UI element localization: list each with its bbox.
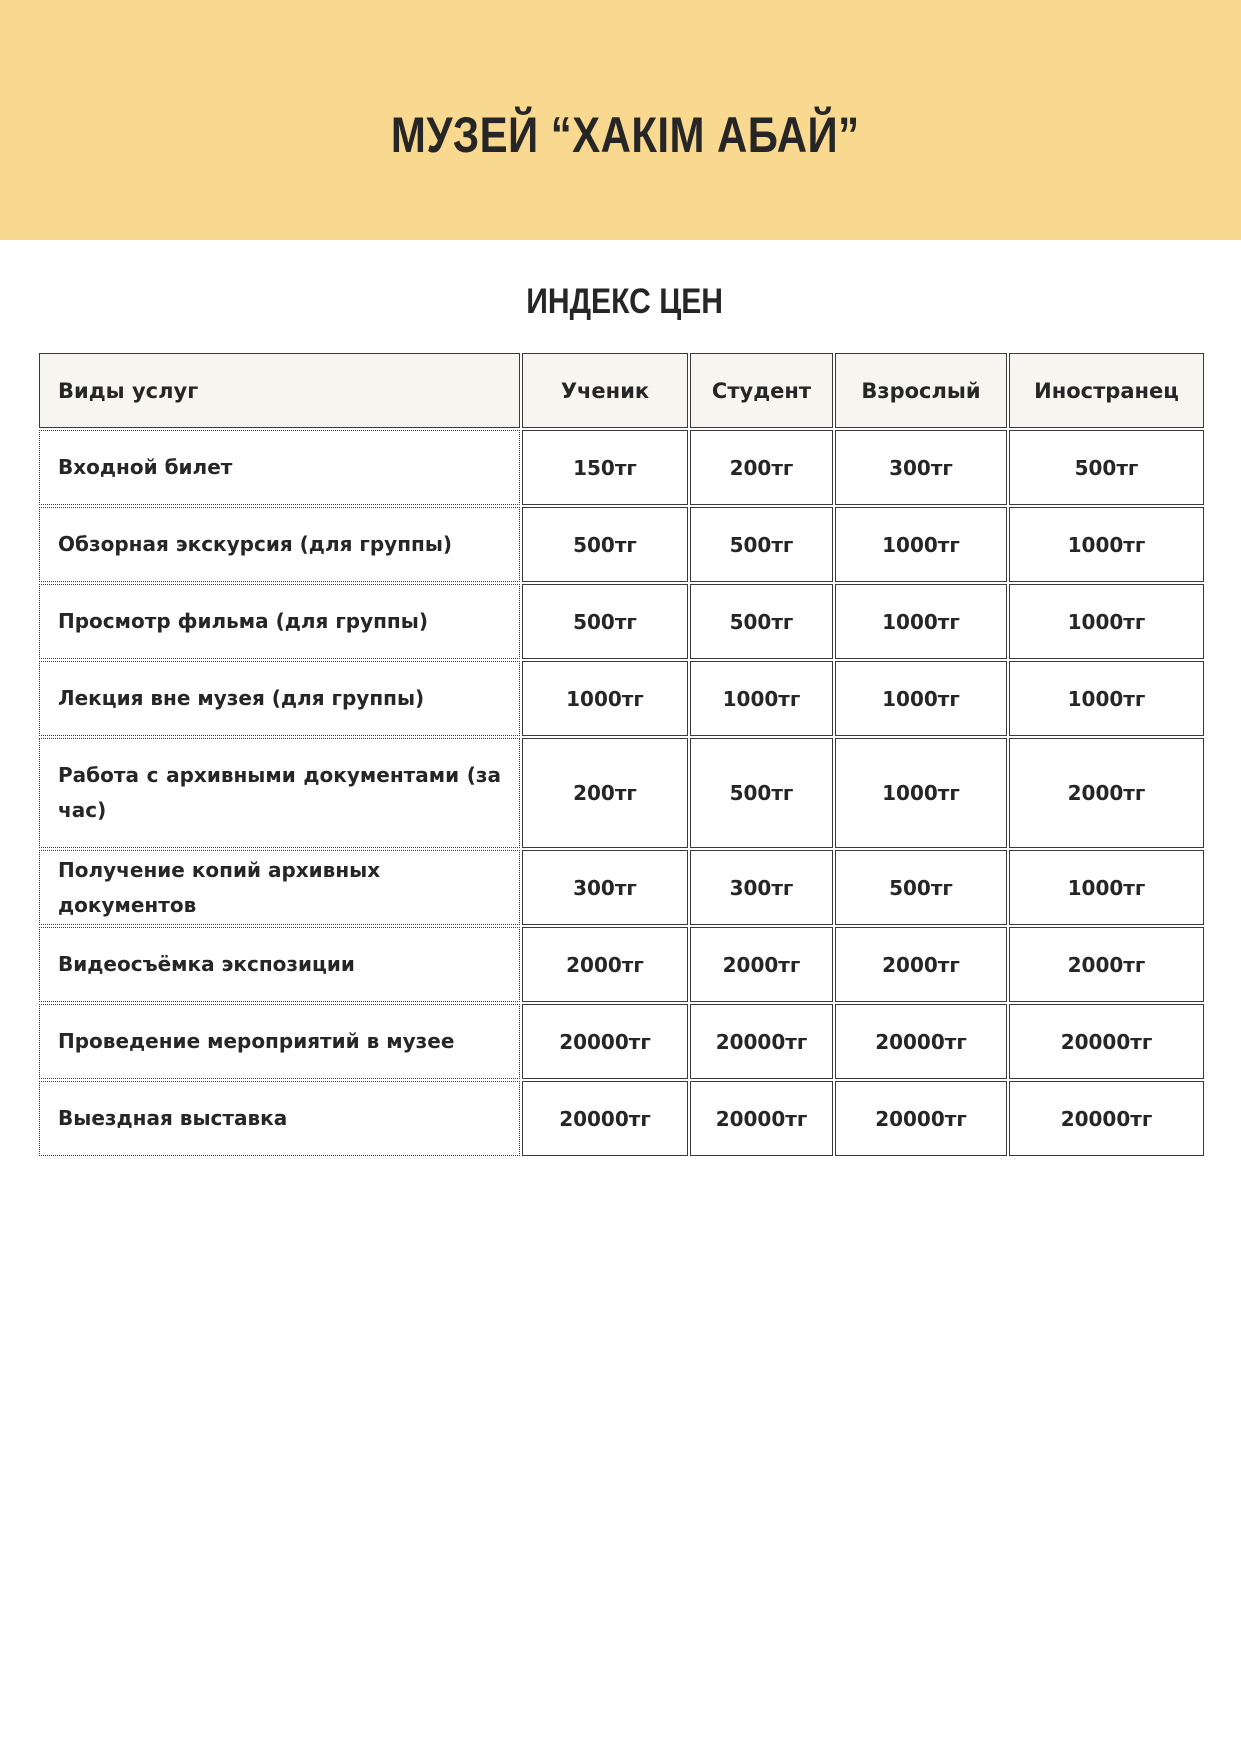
price-foreigner: 20000тг (1009, 1004, 1204, 1079)
price-foreigner: 1000тг (1009, 507, 1204, 582)
price-student: 500тг (690, 507, 833, 582)
price-student: 500тг (690, 584, 833, 659)
service-name: Лекция вне музея (для группы) (39, 661, 520, 736)
price-table (37, 351, 1206, 1158)
price-adult: 20000тг (835, 1004, 1007, 1079)
price-pupil: 1000тг (522, 661, 688, 736)
price-adult: 300тг (835, 430, 1007, 505)
price-student: 20000тг (690, 1004, 833, 1079)
price-pupil: 500тг (522, 507, 688, 582)
price-pupil: 20000тг (522, 1004, 688, 1079)
table-row (39, 850, 1204, 925)
service-name: Выездная выставка (39, 1081, 520, 1156)
price-pupil: 20000тг (522, 1081, 688, 1156)
price-adult: 1000тг (835, 661, 1007, 736)
table-row (39, 661, 1204, 736)
price-pupil: 150тг (522, 430, 688, 505)
column-header-adult: Взрослый (835, 353, 1007, 428)
table-row (39, 738, 1204, 848)
table-row (39, 927, 1204, 1002)
price-adult: 2000тг (835, 927, 1007, 1002)
header-banner (0, 0, 1241, 240)
price-foreigner: 20000тг (1009, 1081, 1204, 1156)
price-foreigner: 2000тг (1009, 927, 1204, 1002)
price-pupil: 200тг (522, 738, 688, 848)
price-foreigner: 1000тг (1009, 584, 1204, 659)
price-foreigner: 1000тг (1009, 850, 1204, 925)
price-pupil: 2000тг (522, 927, 688, 1002)
service-name: Просмотр фильма (для группы) (39, 584, 520, 659)
price-student: 300тг (690, 850, 833, 925)
price-foreigner: 2000тг (1009, 738, 1204, 848)
price-student: 200тг (690, 430, 833, 505)
museum-title: МУЗЕЙ “ХАКІМ АБАЙ” (390, 107, 860, 163)
price-adult: 500тг (835, 850, 1007, 925)
column-header-service: Виды услуг (39, 353, 520, 428)
column-header-pupil: Ученик (522, 353, 688, 428)
price-index-title: ИНДЕКС ЦЕН (526, 282, 724, 321)
column-header-foreigner: Иностранец (1009, 353, 1204, 428)
service-name: Обзорная экскурсия (для группы) (39, 507, 520, 582)
service-name: Получение копий архивных документов (39, 850, 520, 925)
table-body (39, 430, 1204, 1156)
price-foreigner: 1000тг (1009, 661, 1204, 736)
price-adult: 1000тг (835, 584, 1007, 659)
table-row (39, 584, 1204, 659)
price-student: 2000тг (690, 927, 833, 1002)
table-row (39, 1004, 1204, 1079)
table-header-row (39, 353, 1204, 428)
price-student: 500тг (690, 738, 833, 848)
price-adult: 20000тг (835, 1081, 1007, 1156)
service-name: Работа с архивными документами (за час) (39, 738, 520, 848)
service-name: Входной билет (39, 430, 520, 505)
price-pupil: 300тг (522, 850, 688, 925)
service-name: Проведение мероприятий в музее (39, 1004, 520, 1079)
table-row (39, 507, 1204, 582)
column-header-student: Студент (690, 353, 833, 428)
service-name: Видеосъёмка экспозиции (39, 927, 520, 1002)
price-adult: 1000тг (835, 738, 1007, 848)
table-row (39, 1081, 1204, 1156)
price-student: 1000тг (690, 661, 833, 736)
price-foreigner: 500тг (1009, 430, 1204, 505)
table-row (39, 430, 1204, 505)
price-adult: 1000тг (835, 507, 1007, 582)
price-student: 20000тг (690, 1081, 833, 1156)
price-pupil: 500тг (522, 584, 688, 659)
table-header (39, 353, 1204, 428)
